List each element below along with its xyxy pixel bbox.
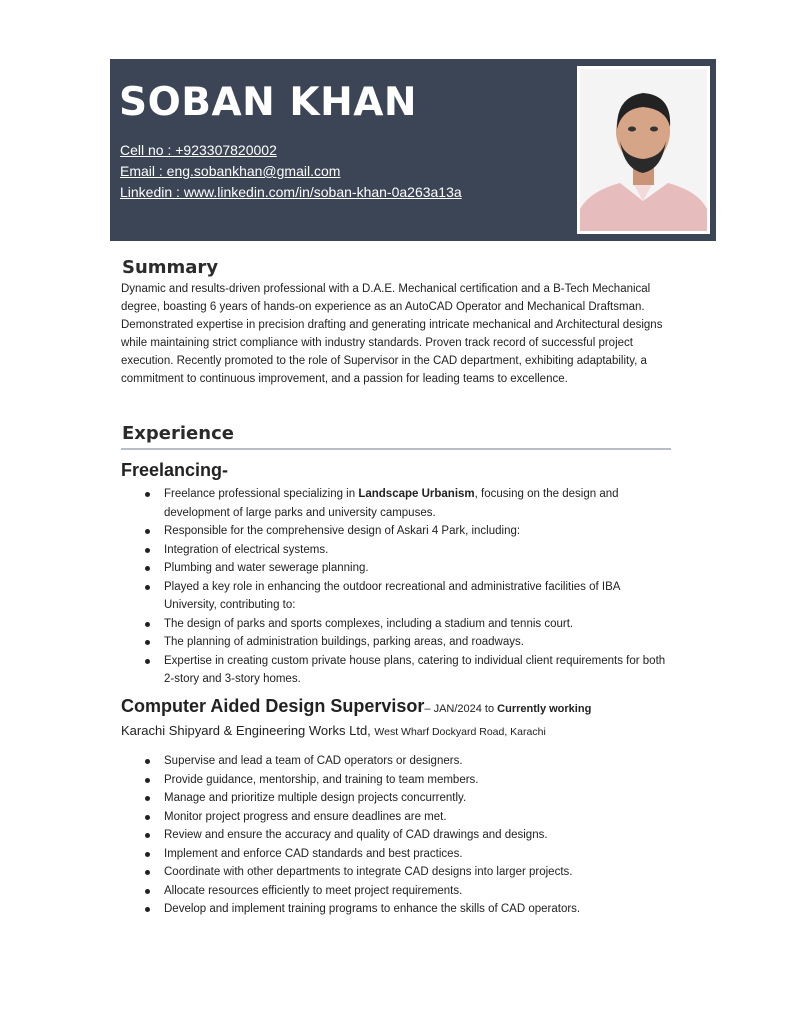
profile-photo	[577, 66, 710, 234]
list-item: Implement and enforce CAD standards and best practices.	[145, 845, 670, 864]
header-banner	[110, 59, 716, 241]
linkedin-link[interactable]: Linkedin : www.linkedin.com/in/soban-khan-0a263a13a	[120, 184, 462, 200]
list-item: Expertise in creating custom private house plans, catering to individual client requirements for both 2-story and 3-story homes.	[145, 652, 670, 689]
list-item: The planning of administration buildings, parking areas, and roadways.	[145, 633, 670, 652]
phone-link[interactable]: Cell no : +923307820002	[120, 142, 277, 158]
company-line	[121, 723, 546, 738]
email-link[interactable]: Email : eng.sobankhan@gmail.com	[120, 163, 341, 179]
experience-heading: Experience	[122, 423, 234, 444]
company-address: West Wharf Dockyard Road, Karachi	[374, 726, 546, 738]
cad-supervisor-title	[121, 696, 591, 717]
list-item: The design of parks and sports complexes, including a stadium and tennis court.	[145, 615, 670, 634]
list-item: Monitor project progress and ensure deadlines are met.	[145, 808, 670, 827]
freelancing-list	[145, 485, 670, 689]
job-status: Currently working	[497, 703, 592, 715]
list-item: Played a key role in enhancing the outdoor recreational and administrative facilities of IBA University, contributing to:	[145, 578, 670, 615]
list-item: Provide guidance, mentorship, and training to team members.	[145, 771, 670, 790]
company-name: Karachi Shipyard & Engineering Works Ltd,	[121, 723, 375, 738]
list-item: Freelance professional specializing in Landscape Urbanism, focusing on the design and development of large parks and university campuses.	[145, 485, 670, 522]
job-dates: – JAN/2024 to	[424, 703, 498, 715]
candidate-name: SOBAN KHAN	[119, 80, 418, 125]
list-item: Manage and prioritize multiple design projects concurrently.	[145, 789, 670, 808]
list-item: Integration of electrical systems.	[145, 541, 670, 560]
list-item: Responsible for the comprehensive design of Askari 4 Park, including:	[145, 522, 670, 541]
list-item: Plumbing and water sewerage planning.	[145, 559, 670, 578]
list-item: Develop and implement training programs to enhance the skills of CAD operators.	[145, 900, 670, 919]
freelancing-title: Freelancing-	[121, 460, 229, 480]
list-item: Review and ensure the accuracy and quality of CAD drawings and designs.	[145, 826, 670, 845]
job-title-text: Computer Aided Design Supervisor	[121, 696, 425, 716]
list-item: Coordinate with other departments to integrate CAD designs into larger projects.	[145, 863, 670, 882]
summary-heading: Summary	[122, 257, 219, 278]
list-item: Supervise and lead a team of CAD operators or designers.	[145, 752, 670, 771]
summary-text: Dynamic and results-driven professional with a D.A.E. Mechanical certification and a B-Tech Mechanical degree, boasting 6 years of hands-on experience as an AutoCAD Operator and Mechanical Draftsman. Demonstrated expertise in precision drafting and generating intricate mechanical and Architectural designs while maintaining strict compliance with industry standards. Proven track record of successful project execution. Recently promoted to the role of Supervisor in the CAD department, exhibiting adaptability, a commitment to continuous improvement, and a passion for leading teams to excellence.	[121, 283, 663, 385]
list-item: Allocate resources efficiently to meet project requirements.	[145, 882, 670, 901]
section-divider	[121, 448, 671, 450]
cad-duties-list	[145, 752, 670, 919]
